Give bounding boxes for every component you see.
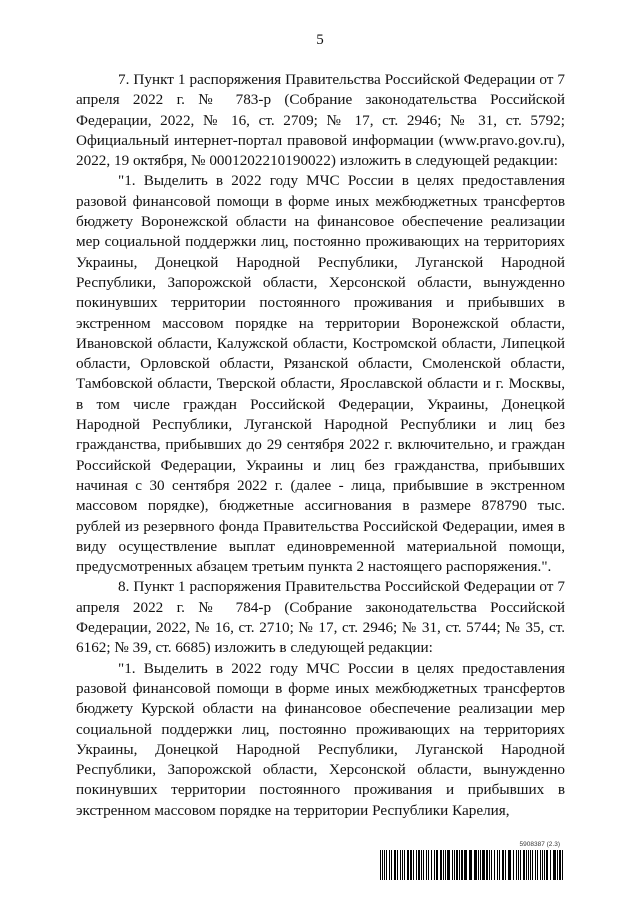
barcode-bar — [550, 850, 551, 880]
barcode-bar — [426, 850, 427, 880]
barcode-bar — [542, 850, 543, 880]
barcode-bar — [516, 850, 517, 880]
barcode-bar — [530, 850, 531, 880]
barcode-bar — [456, 850, 458, 880]
barcode-bar — [421, 850, 422, 880]
barcode-bar — [440, 850, 442, 880]
barcode-bar — [380, 850, 381, 880]
barcode-bar — [445, 850, 446, 880]
barcode-bar — [431, 850, 432, 880]
document-body — [76, 70, 565, 821]
barcode-bar — [474, 850, 477, 880]
barcode-bar — [384, 850, 385, 880]
barcode-bar — [532, 850, 533, 880]
barcode-bar — [478, 850, 479, 880]
barcode-bar — [497, 850, 498, 880]
barcode-bar — [454, 850, 455, 880]
barcode-bar — [434, 850, 435, 880]
barcode-bar — [428, 850, 429, 880]
barcode-bar — [407, 850, 409, 880]
barcode-bar — [486, 850, 488, 880]
barcode-bar — [436, 850, 438, 880]
barcode-bar — [382, 850, 383, 880]
barcode-bar — [469, 850, 472, 880]
barcode-bar — [447, 850, 450, 880]
barcode-bar — [540, 850, 541, 880]
barcode-bar — [508, 850, 511, 880]
document-barcode — [378, 841, 568, 881]
barcode-bar — [480, 850, 481, 880]
barcode-bar — [535, 850, 536, 880]
barcode-bar — [537, 850, 538, 880]
barcode-bar — [520, 850, 521, 880]
barcode-caption: 5908387 (2.3) — [519, 841, 560, 848]
barcode-bar — [461, 850, 463, 880]
barcode-bar — [391, 850, 392, 880]
barcode-bar — [513, 850, 514, 880]
barcode-bar — [404, 850, 405, 880]
barcode-bar — [389, 850, 390, 880]
barcode-bar — [386, 850, 387, 880]
barcode-bar — [464, 850, 467, 880]
barcode-bar — [443, 850, 444, 880]
barcode-bar — [523, 850, 525, 880]
barcode-bar — [394, 850, 396, 880]
barcode-bar — [423, 850, 424, 880]
barcode-bar — [459, 850, 460, 880]
barcode-bar — [526, 850, 527, 880]
barcode-bar — [562, 850, 563, 880]
barcode-bar — [499, 850, 500, 880]
barcode-bar — [402, 850, 403, 880]
barcode-bar — [397, 850, 398, 880]
barcode-bar — [491, 850, 492, 880]
page-number: 5 — [316, 32, 324, 48]
barcode-bar — [502, 850, 504, 880]
barcode-bar — [400, 850, 401, 880]
paragraph-item-7: 7. Пункт 1 распоряжения Правительства Российской Федерации от 7 апреля 2022 г. № 783-р (Собрание законодательства Российской Федерации, 2022, № 16, ст. 2709; № 17, ст. 2946; № 31, ст. 5792; Официальный интернет-портал правовой информации (www.pravo.gov.ru), 2022, 19 октября, № 0001202210190022) изложить в следующей редакции: — [76, 71, 565, 170]
paragraph-quote-kursk: "1. Выделить в 2022 году МЧС России в целях предоставления разовой финансовой помощи в форме иных межбюджетных трансфертов бюджету Курской области на финансовое обеспечение реализации мер социальной поддержки лиц, постоянно проживающих на территориях Украины, Донецкой Народной Республики, Луганской Народной Республики, Запорожской области, Херсонской области, вынужденно покинувших территории постоянного проживания и прибывших в экстренном массовом порядке на территории Республики Карелия, — [76, 659, 565, 819]
barcode-bar — [544, 850, 545, 880]
barcode-bar — [559, 850, 561, 880]
barcode-bar — [489, 850, 490, 880]
barcode-bar — [518, 850, 519, 880]
paragraph-quote-voronezh: "1. Выделить в 2022 году МЧС России в целях предоставления разовой финансовой помощи в форме иных межбюджетных трансфертов бюджету Воронежской области на финансовое обеспечение реализации мер социальной поддержки лиц, постоянно проживающих на территориях Украины, Донецкой Народной Республики, Луганской Народной Республики, Запорожской области, Херсонской области, вынужденно покинувших территории постоянного проживания и прибывших в экстренном массовом порядке на территории Воронежской области, Ивановской области, Калужской области, Костромской области, Липецкой области, Орловской области, Рязанской области, Смоленской области, Тамбовской области, Тверской области, Ярославской области и г. Москвы, в том числе граждан Российской Федерации, Украины, Донецкой Народной Республики, Луганской Народной Республики и лиц без гражданства, прибывших до 29 сентября 2022 г. включительно, и граждан Российской Федерации, Украины и лиц без гражданства, прибывших начиная с 30 сентября 2022 г. (далее - лица, прибывшие в экстренном массовом порядке), бюджетные ассигнования в размере 878790 тыс. рублей из резервного фонда Правительства Российской Федерации, имея в виду осуществление выплат единовременной материальной помощи, предусмотренных абзацем третьим пункта 2 настоящего распоряжения.". — [76, 172, 565, 576]
barcode-bar — [505, 850, 506, 880]
paragraph-item-8: 8. Пункт 1 распоряжения Правительства Российской Федерации от 7 апреля 2022 г. № 784-р (Собрание законодательства Российской Федерации, 2022, № 16, ст. 2710; № 17, ст. 2946; № 31, ст. 5744; № 35, ст. 6162; № 39, ст. 6685) изложить в следующей редакции: — [76, 578, 565, 657]
barcode-bar — [482, 850, 485, 880]
barcode-bar — [452, 850, 453, 880]
barcode-bar — [494, 850, 495, 880]
barcode-bar — [416, 850, 417, 880]
barcode-bar — [410, 850, 412, 880]
barcode-bar — [557, 850, 558, 880]
barcode-bar — [413, 850, 414, 880]
barcode-icon — [378, 850, 568, 880]
barcode-bar — [546, 850, 548, 880]
barcode-bar — [418, 850, 420, 880]
barcode-bar — [528, 850, 529, 880]
barcode-bar — [553, 850, 556, 880]
